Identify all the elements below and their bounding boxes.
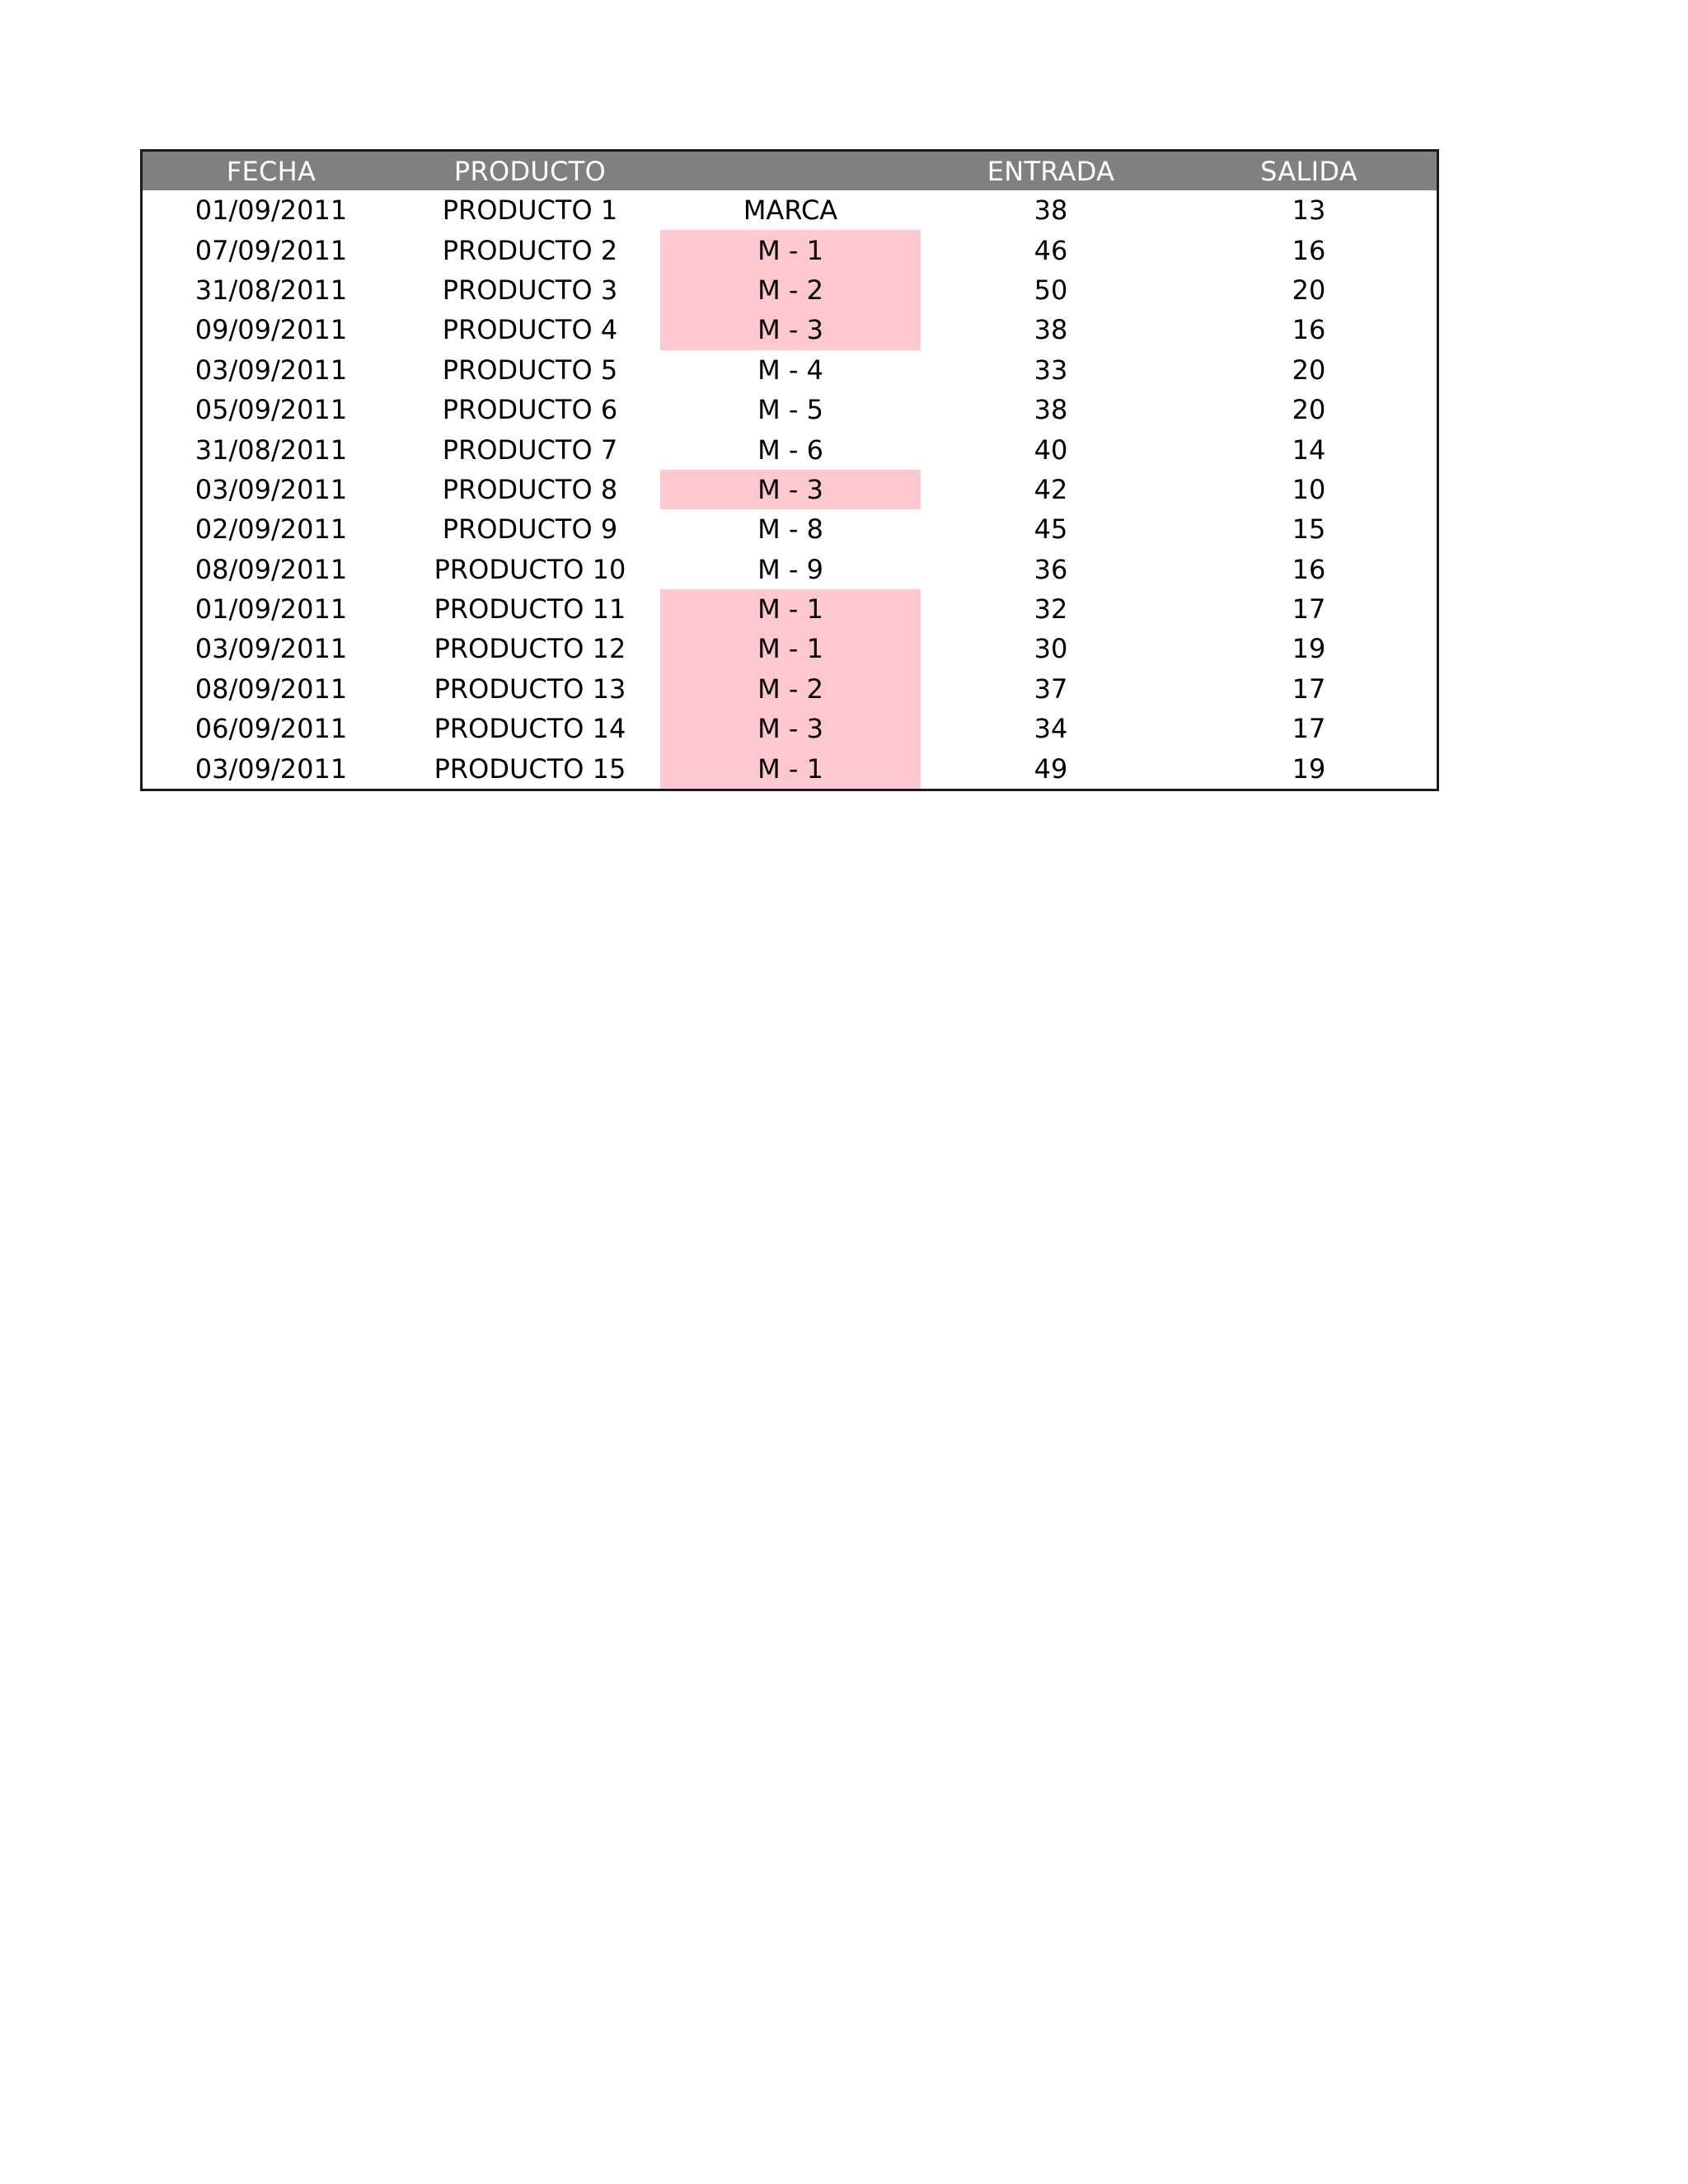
table-row (143, 270, 1437, 310)
cell-salida: 20 (1292, 394, 1326, 426)
cell-fecha: 03/09/2011 (195, 473, 348, 505)
cell-fecha: 06/09/2011 (195, 713, 348, 745)
table-row (143, 429, 1437, 469)
cell-producto: PRODUCTO 11 (434, 593, 626, 626)
table-row (143, 390, 1437, 429)
cell-marca: M - 8 (757, 513, 823, 546)
cell-producto: PRODUCTO 6 (442, 394, 618, 426)
cell-salida: 16 (1292, 234, 1326, 266)
cell-marca: M - 1 (660, 589, 921, 629)
cell-salida: 20 (1292, 274, 1326, 306)
cell-fecha: 01/09/2011 (195, 593, 348, 626)
cell-salida: 17 (1292, 593, 1326, 626)
cell-entrada: 38 (1034, 394, 1068, 426)
cell-producto: PRODUCTO 14 (434, 713, 626, 745)
cell-producto: PRODUCTO 1 (442, 194, 618, 227)
cell-producto: PRODUCTO 10 (434, 553, 626, 585)
header-row (143, 152, 1437, 190)
cell-fecha: 03/09/2011 (195, 752, 348, 785)
cell-producto: PRODUCTO 13 (434, 673, 626, 705)
cell-entrada: 50 (1034, 274, 1068, 306)
cell-marca: M - 4 (757, 354, 823, 386)
cell-marca: M - 1 (660, 748, 921, 788)
cell-marca: M - 1 (660, 230, 921, 269)
cell-producto: PRODUCTO 12 (434, 633, 626, 665)
cell-producto: PRODUCTO 3 (442, 274, 618, 306)
cell-salida: 16 (1292, 314, 1326, 346)
header-salida: SALIDA (1260, 155, 1357, 187)
cell-marca: MARCA (743, 194, 838, 227)
cell-fecha: 05/09/2011 (195, 394, 348, 426)
cell-salida: 15 (1292, 513, 1326, 546)
cell-marca: M - 6 (757, 434, 823, 466)
cell-entrada: 37 (1034, 673, 1068, 705)
cell-fecha: 01/09/2011 (195, 194, 348, 227)
header-marca (660, 152, 921, 190)
cell-entrada: 30 (1034, 633, 1068, 665)
cell-entrada: 42 (1034, 473, 1068, 505)
cell-fecha: 08/09/2011 (195, 553, 348, 585)
table-row (143, 230, 1437, 269)
cell-salida: 13 (1292, 194, 1326, 227)
cell-salida: 17 (1292, 673, 1326, 705)
cell-fecha: 09/09/2011 (195, 314, 348, 346)
cell-entrada: 33 (1034, 354, 1068, 386)
data-table (143, 152, 1437, 789)
cell-marca: M - 3 (660, 470, 921, 509)
cell-fecha: 02/09/2011 (195, 513, 348, 546)
header-entrada: ENTRADA (987, 155, 1115, 187)
cell-fecha: 08/09/2011 (195, 673, 348, 705)
cell-salida: 17 (1292, 713, 1326, 745)
table-row (143, 629, 1437, 668)
table-body (143, 190, 1437, 789)
cell-entrada: 38 (1034, 194, 1068, 227)
cell-entrada: 45 (1034, 513, 1068, 546)
cell-fecha: 07/09/2011 (195, 234, 348, 266)
table-row (143, 589, 1437, 629)
cell-producto: PRODUCTO 7 (442, 434, 618, 466)
table-row (143, 190, 1437, 230)
cell-producto: PRODUCTO 15 (434, 752, 626, 785)
table-row (143, 669, 1437, 709)
cell-marca: M - 2 (660, 270, 921, 310)
table-row (143, 509, 1437, 549)
table-row (143, 550, 1437, 589)
cell-salida: 10 (1292, 473, 1326, 505)
cell-marca: M - 3 (660, 310, 921, 349)
table-row (143, 748, 1437, 788)
cell-producto: PRODUCTO 9 (442, 513, 618, 546)
cell-fecha: 03/09/2011 (195, 633, 348, 665)
cell-fecha: 31/08/2011 (195, 274, 348, 306)
table-row (143, 310, 1437, 349)
cell-producto: PRODUCTO 4 (442, 314, 618, 346)
cell-producto: PRODUCTO 2 (442, 234, 618, 266)
cell-salida: 20 (1292, 354, 1326, 386)
cell-entrada: 36 (1034, 553, 1068, 585)
cell-marca: M - 2 (660, 669, 921, 709)
cell-entrada: 38 (1034, 314, 1068, 346)
header-fecha: FECHA (226, 155, 316, 187)
cell-entrada: 49 (1034, 752, 1068, 785)
cell-entrada: 32 (1034, 593, 1068, 626)
cell-producto: PRODUCTO 5 (442, 354, 618, 386)
cell-fecha: 31/08/2011 (195, 434, 348, 466)
cell-producto: PRODUCTO 8 (442, 473, 618, 505)
table-row (143, 709, 1437, 748)
cell-marca: M - 9 (757, 553, 823, 585)
cell-fecha: 03/09/2011 (195, 354, 348, 386)
cell-entrada: 40 (1034, 434, 1068, 466)
cell-entrada: 34 (1034, 713, 1068, 745)
cell-marca: M - 3 (660, 709, 921, 748)
cell-marca: M - 5 (757, 394, 823, 426)
header-producto: PRODUCTO (453, 155, 607, 187)
cell-salida: 19 (1292, 752, 1326, 785)
cell-marca: M - 1 (660, 629, 921, 668)
cell-salida: 16 (1292, 553, 1326, 585)
table-row (143, 470, 1437, 509)
cell-salida: 14 (1292, 434, 1326, 466)
table-header (143, 152, 1437, 190)
cell-salida: 19 (1292, 633, 1326, 665)
cell-entrada: 46 (1034, 234, 1068, 266)
table-row (143, 350, 1437, 390)
product-table (140, 149, 1439, 791)
